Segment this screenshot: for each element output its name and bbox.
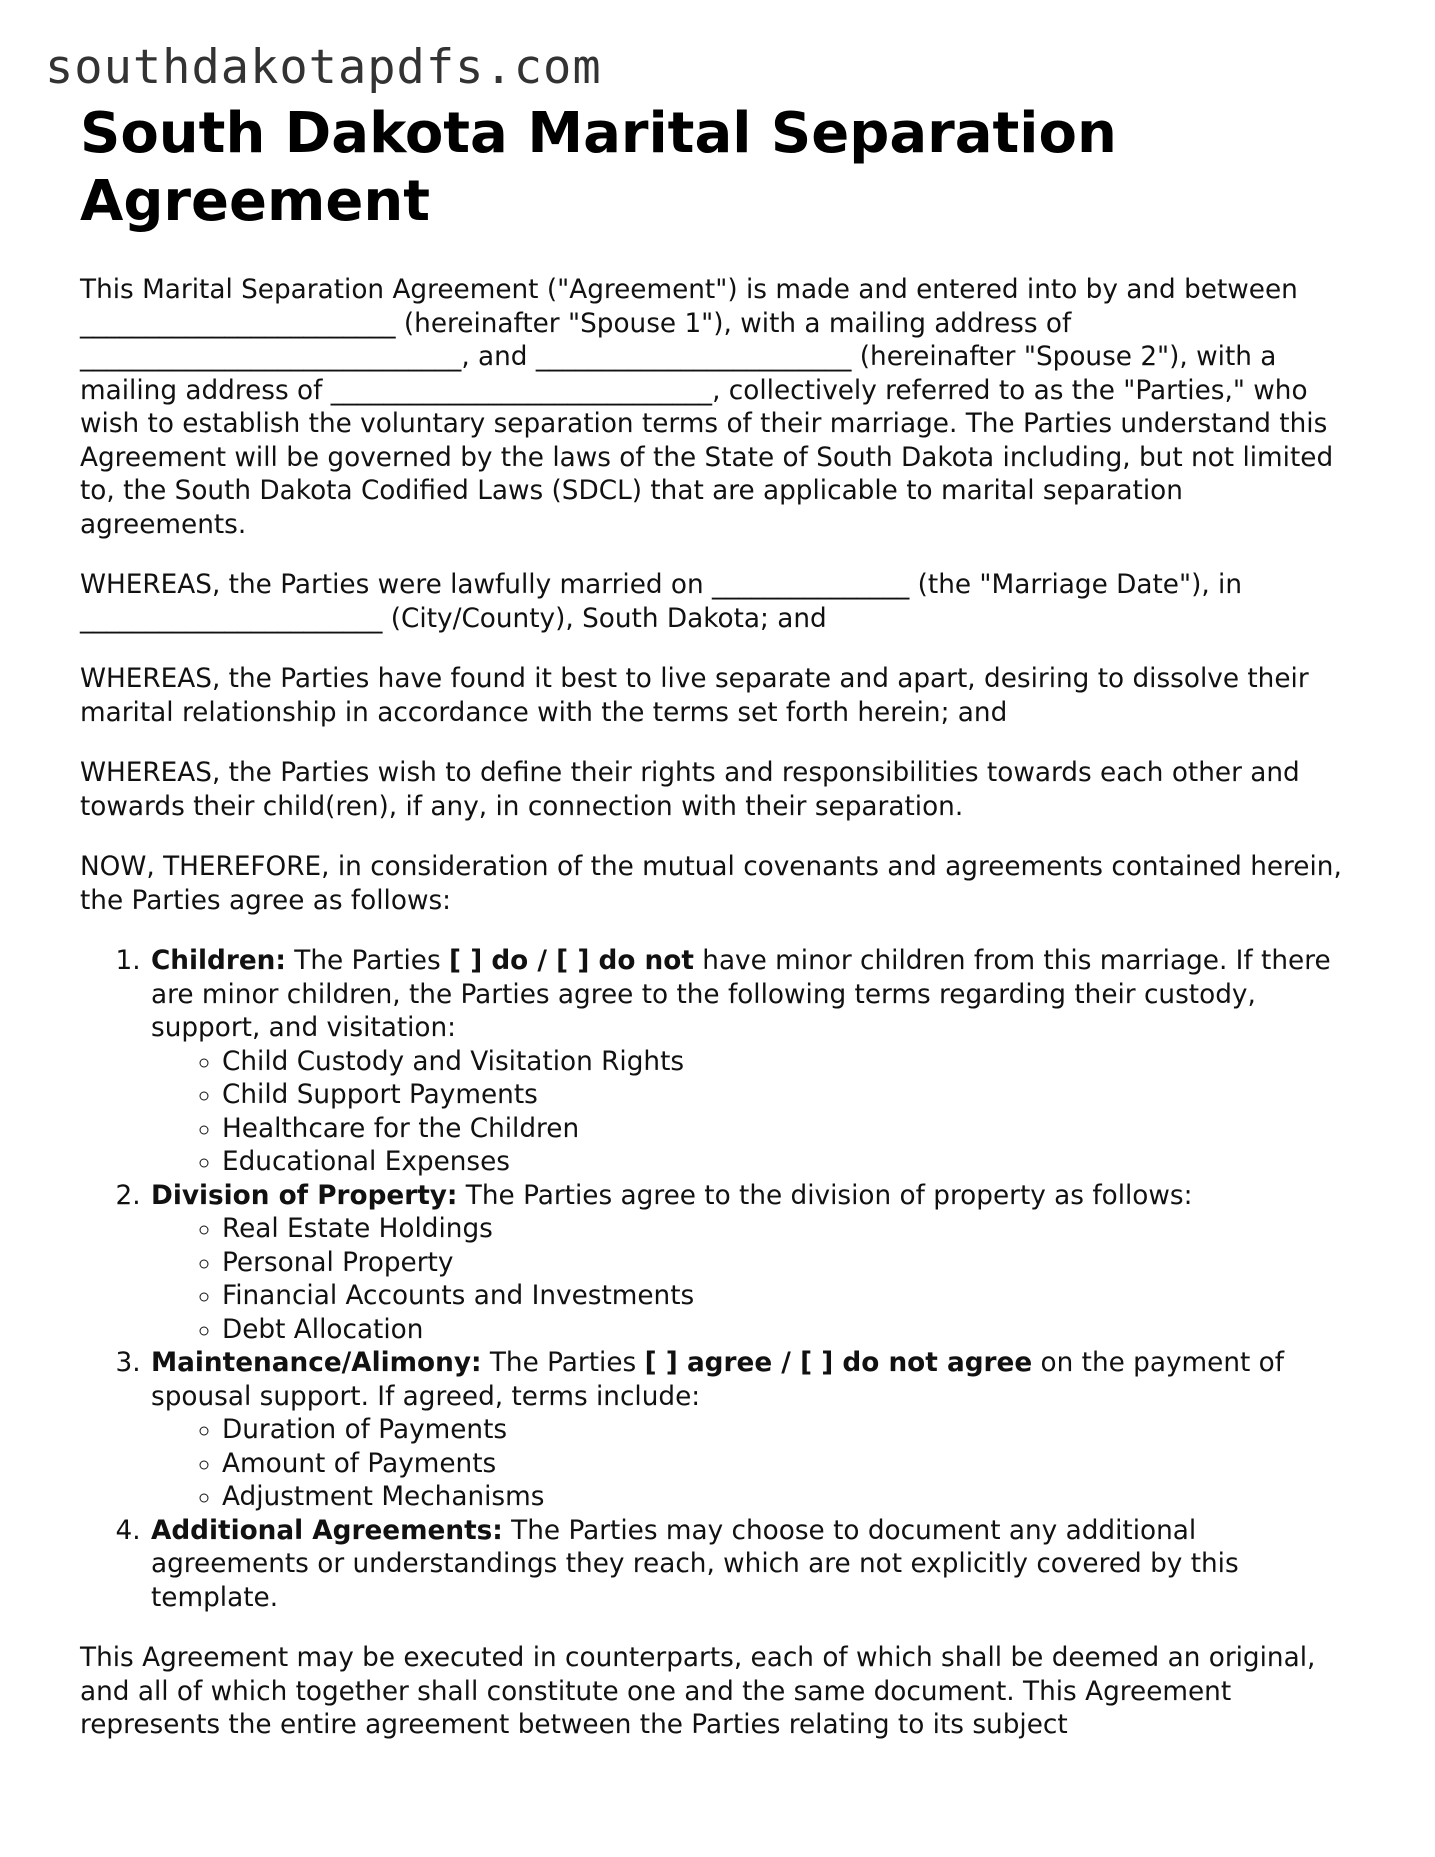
sub-list-item: ◦ Educational Expenses — [222, 1146, 1350, 1180]
now-therefore-paragraph: NOW, THEREFORE, in consideration of the mutual covenants and agreements contained herein, the Parties agree as follows: — [80, 852, 1342, 916]
property-sublist — [151, 1213, 1350, 1347]
whereas-separation-paragraph: WHEREAS, the Parties have found it best to live separate and apart, desiring to dissolve their marital relationship in accordance with the terms set forth herein; and — [80, 664, 1309, 728]
list-item-property — [149, 1180, 1350, 1348]
intro-text-1: This Marital Separation Agreement ("Agreement") is made and entered into by and between — [80, 275, 1298, 305]
sub-list-item: ◦ Child Support Payments — [222, 1079, 1350, 1113]
sub-list-item: ◦ Financial Accounts and Investments — [222, 1280, 1350, 1314]
intro-text-2: (hereinafter "Spouse 1"), with a mailing address of — [403, 308, 1072, 339]
children-sublist — [151, 1046, 1350, 1180]
item-heading: Additional Agreements: — [151, 1515, 503, 1546]
document-title: South Dakota Marital Separation Agreement — [80, 101, 1117, 234]
sub-list-item: ◦ Adjustment Mechanisms — [222, 1481, 1350, 1515]
sub-list-item: ◦ Duration of Payments — [222, 1414, 1350, 1448]
item-text: The Parties agree to the division of property as follows: — [465, 1180, 1193, 1211]
site-watermark: southdakotapdfs.com — [45, 40, 602, 95]
item-text: The Parties — [294, 946, 441, 976]
item-text: The Parties may choose to document any additional agreements or understandings they reach, which are not explicitly covered by this template. — [151, 1515, 1239, 1613]
item-text: The Parties — [489, 1348, 637, 1378]
closing-paragraph: This Agreement may be executed in counterparts, each of which shall be deemed an original, and all of which together shall constitute one and the same document. This Agreement represents the entire agreement between the Parties relating to its subject — [80, 1643, 1316, 1740]
children-options: [ ] do / [ ] do not — [449, 946, 694, 976]
intro-text-4: (hereinafter "Spouse 2"), with a mailing address of — [80, 342, 1277, 406]
intro-text-3: , and — [461, 342, 528, 372]
alimony-options: [ ] agree / [ ] do not agree — [644, 1348, 1033, 1378]
intro-text-5: , collectively referred to as the "Parties," who wish to establish the voluntary separation terms of their marriage. The Parties understand this Agreement will be governed by the laws of the State of South Dakota including, but not limited to, the South Dakota Codified Laws (SDCL) that are applicable to marital separation agreements. — [80, 375, 1334, 540]
list-item-additional — [149, 1515, 1350, 1616]
sub-list-item: ◦ Child Custody and Visitation Rights — [222, 1046, 1350, 1080]
spouse1-name-blank: ________________________ — [80, 308, 396, 339]
item-heading: Maintenance/Alimony: — [151, 1348, 482, 1378]
whereas-marriage-text-2: (the "Marriage Date"), in — [917, 570, 1243, 600]
item-text: on the payment of spousal support. If agreed, terms include: — [151, 1348, 1285, 1412]
list-item-children — [149, 945, 1350, 1180]
item-heading: Division of Property: — [151, 1180, 458, 1211]
whereas-marriage-text-3: (City/County), South Dakota; and — [390, 603, 827, 634]
whereas-marriage-paragraph — [80, 569, 1350, 636]
spouse1-address-blank: _____________________________ — [80, 342, 462, 372]
intro-paragraph — [80, 274, 1350, 542]
sub-list-item: ◦ Healthcare for the Children — [222, 1113, 1350, 1147]
spouse2-address-blank: _____________________________ — [330, 375, 713, 406]
whereas-rights-paragraph: WHEREAS, the Parties wish to define their rights and responsibilities towards each other and towards their child(ren), if any, in connection with their separation. — [80, 758, 1300, 822]
marriage-date-blank: _______________ — [712, 570, 910, 600]
item-heading: Children: — [151, 946, 286, 976]
sub-list-item: ◦ Real Estate Holdings — [222, 1213, 1350, 1247]
document-page — [80, 100, 1350, 1743]
alimony-sublist — [151, 1414, 1350, 1515]
terms-list — [80, 945, 1350, 1615]
sub-list-item: ◦ Amount of Payments — [222, 1448, 1350, 1482]
marriage-location-blank: _______________________ — [80, 603, 383, 634]
spouse2-name-blank: ________________________ — [535, 342, 852, 372]
list-item-alimony — [149, 1347, 1350, 1515]
sub-list-item: ◦ Debt Allocation — [222, 1314, 1350, 1348]
item-text: have minor children from this marriage. If there are minor children, the Parties agree to the following terms regarding their custody, support, and visitation: — [151, 946, 1331, 1043]
whereas-marriage-text-1: WHEREAS, the Parties were lawfully married on — [80, 570, 704, 600]
sub-list-item: ◦ Personal Property — [222, 1247, 1350, 1281]
